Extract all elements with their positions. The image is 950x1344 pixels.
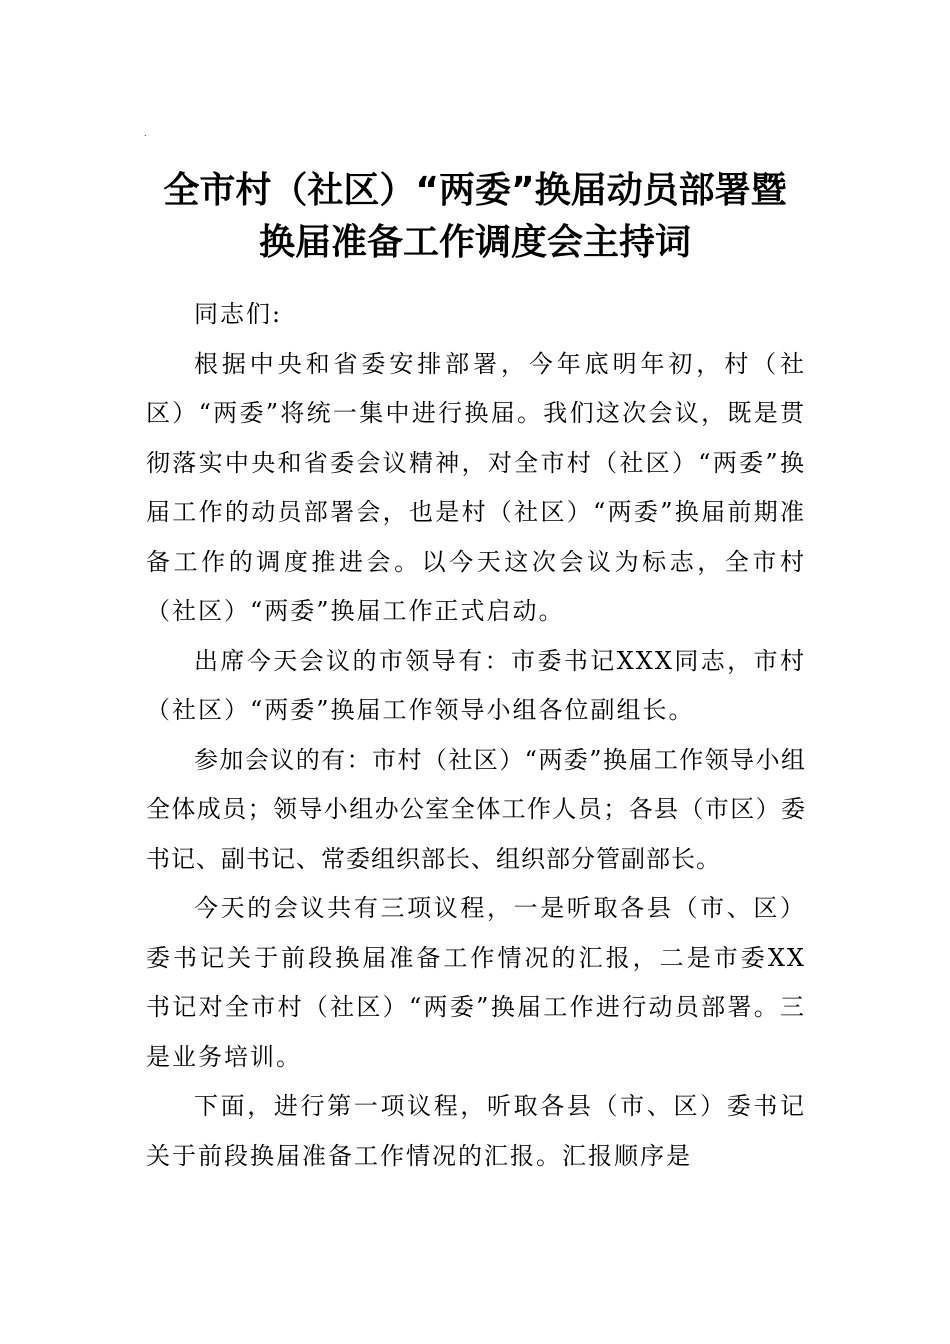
- title-line-2: 换届准备工作调度会主持词: [258, 222, 691, 263]
- paragraph-first-item: 下面，进行第一项议程，听取各县（市、区）委书记关于前段换届准备工作情况的汇报。汇报顺序是: [146, 1092, 806, 1170]
- document-body: [146, 290, 806, 1181]
- paragraph-agenda: 今天的会议共有三项议程，一是听取各县（市、区）委书记关于前段换届准备工作情况的汇报，二是市委XX书记对全市村（社区）“两委”换届工作进行动员部署。三是业务培训。: [146, 894, 806, 1071]
- document-title: [120, 165, 830, 269]
- paragraph-participants: 参加会议的有：市村（社区）“两委”换届工作领导小组全体成员；领导小组办公室全体工作人员；各县（市区）委书记、副书记、常委组织部长、组织部分管副部长。: [146, 745, 806, 873]
- paragraph-salutation: 同志们:: [194, 300, 283, 328]
- paragraph-attending-leaders: 出席今天会议的市领导有：市委书记XXX同志，市村（社区）“两委”换届工作领导小组各位副组长。: [146, 646, 806, 724]
- title-line-1: 全市村（社区）“两委”换届动员部署暨: [163, 170, 787, 211]
- corner-mark: .: [144, 129, 147, 138]
- paragraph-intro: 根据中央和省委安排部署，今年底明年初，村（社区）“两委”将统一集中进行换届。我们这次会议，既是贯彻落实中央和省委会议精神，对全市村（社区）“两委”换届工作的动员部署会，也是村（社区）“两委”换届前期准备工作的调度推进会。以今天这次会议为标志，全市村（社区）“两委”换届工作正式启动。: [146, 349, 806, 625]
